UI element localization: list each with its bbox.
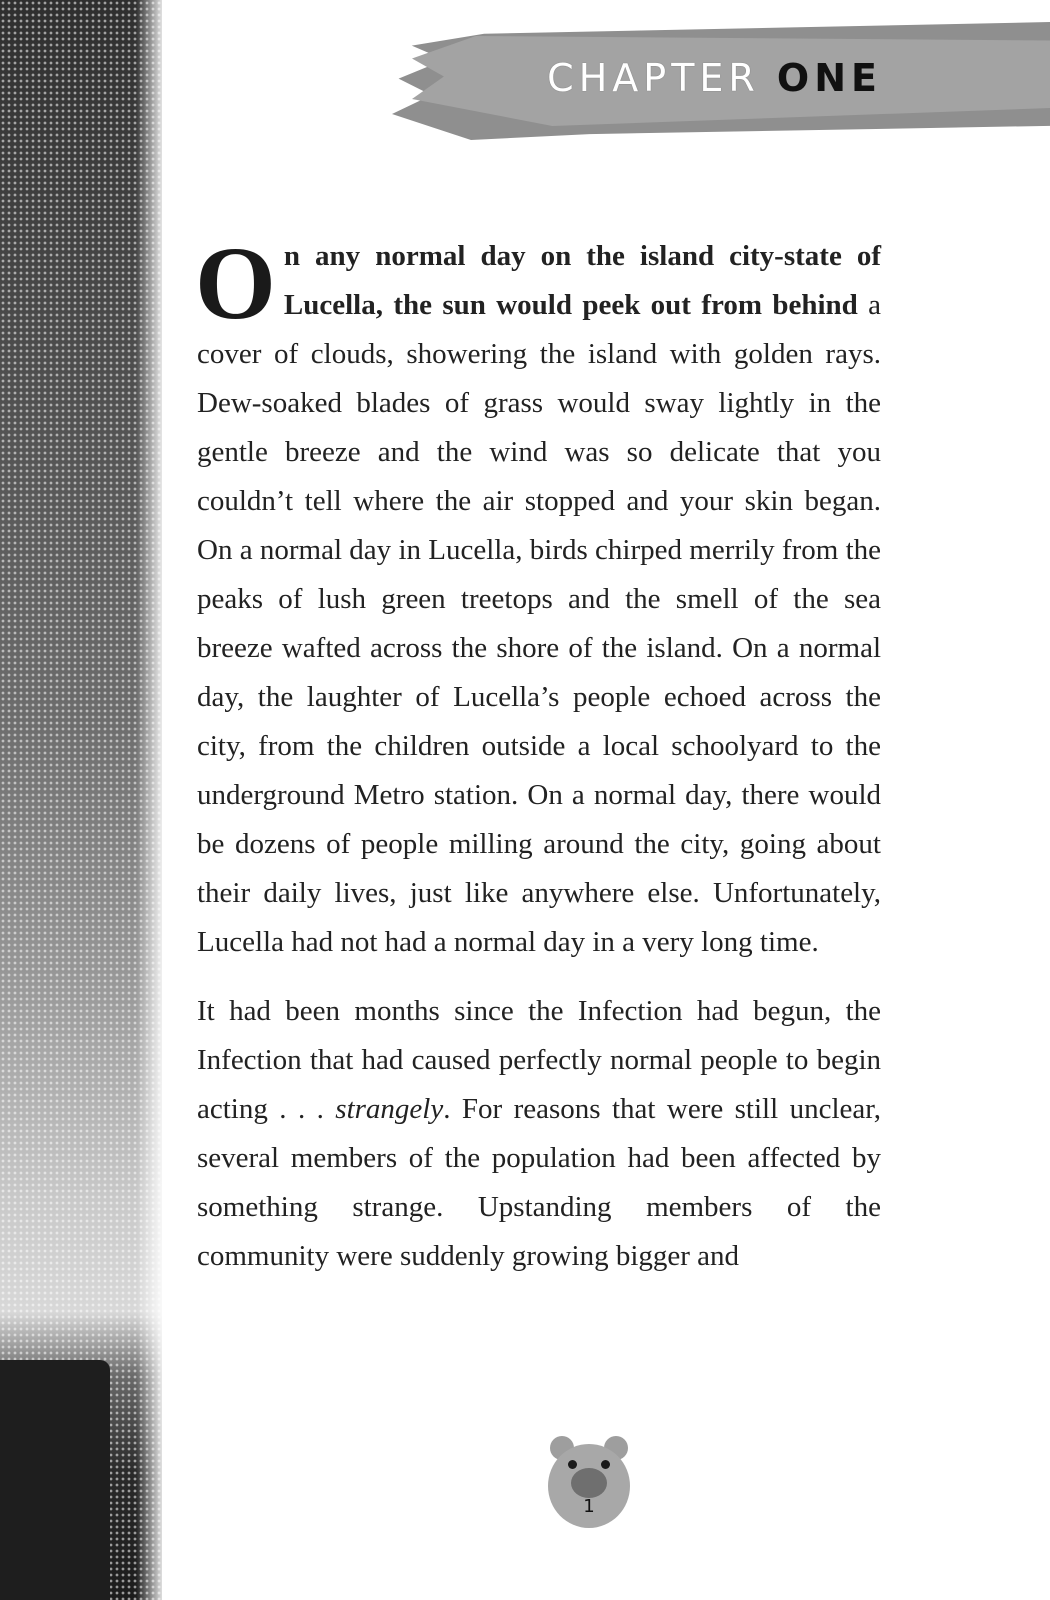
badge-eye-left (568, 1460, 577, 1469)
drop-cap: O (195, 226, 276, 341)
paragraph-2-text-before: It had been months since the Infection had begun, the Infection that had caused perfectly normal people to begin acting . . . (197, 995, 881, 1125)
chapter-heading (547, 56, 882, 100)
lead-in-bold: n any normal day on the island city-state of Lucella, the sun would peek out from behind (283, 240, 881, 321)
badge-eye-right (601, 1460, 610, 1469)
chapter-body (195, 226, 881, 1281)
chapter-number: ONE (776, 56, 882, 100)
paragraph-2-italic: strangely (335, 1093, 444, 1125)
page-number: 1 (583, 1496, 595, 1517)
paragraph-1 (195, 226, 881, 967)
decorative-side-strip (0, 0, 162, 1600)
chapter-label: CHAPTER (547, 56, 760, 100)
badge-snout (571, 1468, 607, 1498)
paragraph-2-text-after: . For reasons that were still unclear, several members of the population had been affected by something strange. Upstanding members of the community were suddenly growing bigger and (197, 1093, 881, 1272)
paragraph-1-text: a cover of clouds, showering the island with golden rays. Dew-soaked blades of grass would sway lightly in the gentle breeze and the wind was so delicate that you couldn’t tell where the air stopped and your skin began. On a normal day in Lucella, birds chirped merrily from the peaks of lush green treetops and the smell of the sea breeze wafted across the shore of the island. On a normal day, the laughter of Lucella’s people echoed across the city, from the children outside a local schoolyard to the underground Metro station. On a normal day, there would be dozens of people milling around the city, going about their daily lives, just like anywhere else. Unfortunately, Lucella had not had a normal day in a very long time. (197, 289, 881, 958)
paragraph-2 (197, 987, 881, 1281)
side-strip-dark-block (0, 1360, 110, 1600)
page-number-badge (548, 1436, 630, 1528)
